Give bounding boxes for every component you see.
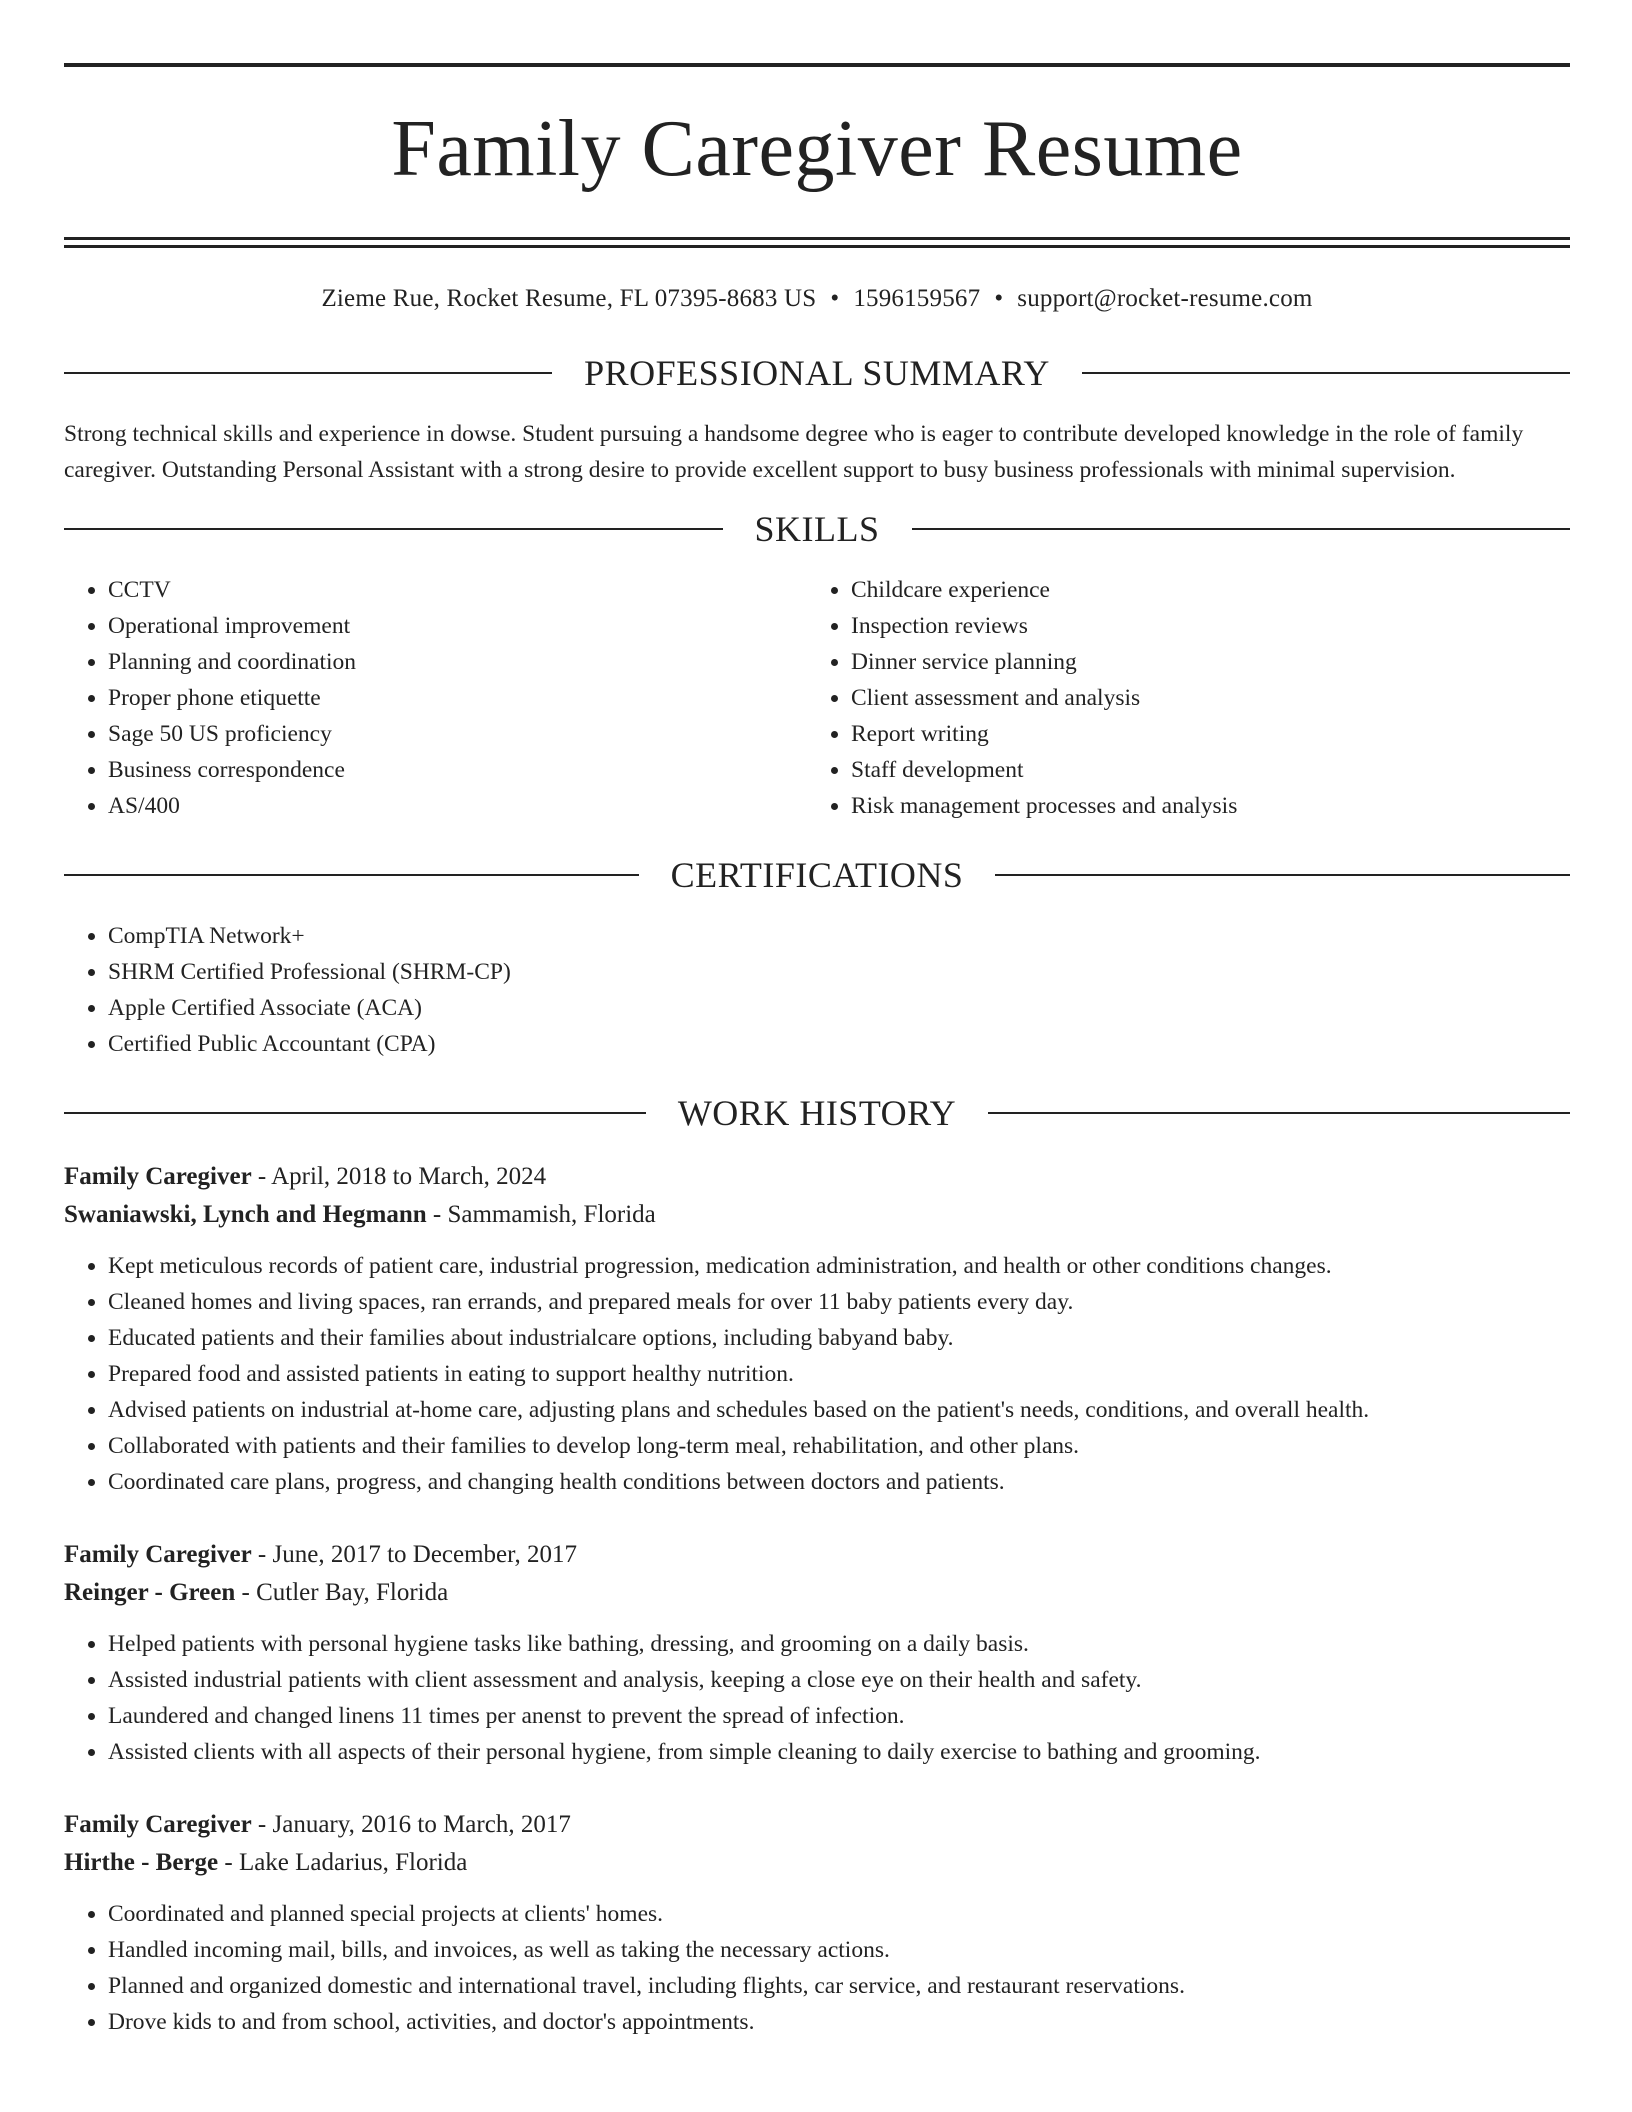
contact-separator: • xyxy=(830,285,840,312)
list-item: • CompTIA Network+ xyxy=(108,918,1570,954)
resume-page xyxy=(64,63,1570,2040)
job-company-line: Hirthe - Berge - Lake Ladarius, Florida xyxy=(64,1849,468,1876)
divider-line xyxy=(995,874,1570,876)
contact-separator: • xyxy=(994,285,1004,312)
list-item: • Proper phone etiquette xyxy=(108,680,807,716)
skills-list-left xyxy=(64,572,807,824)
job-dates: June, 2017 to December, 2017 xyxy=(272,1541,577,1568)
divider-line xyxy=(64,1112,646,1114)
list-item: • Apple Certified Associate (ACA) xyxy=(108,990,1570,1026)
job-title: Family Caregiver xyxy=(64,1163,252,1190)
list-item: • Advised patients on industrial at-home care, adjusting plans and schedules based on the patient's needs, conditions, and overall health. xyxy=(108,1392,1570,1428)
list-item: • Dinner service planning xyxy=(851,644,1550,680)
work-heading: WORK HISTORY xyxy=(677,1093,957,1133)
list-item: • Laundered and changed linens 11 times per anenst to prevent the spread of infection. xyxy=(108,1698,1570,1734)
job-entry xyxy=(64,1158,1570,1500)
list-item: • Assisted industrial patients with client assessment and analysis, keeping a close eye on their health and safety. xyxy=(108,1662,1570,1698)
list-item: • Risk management processes and analysis xyxy=(851,788,1550,824)
job-company: Reinger - Green xyxy=(64,1579,236,1606)
list-item: • Assisted clients with all aspects of their personal hygiene, from simple cleaning to daily exercise to bathing and grooming. xyxy=(108,1734,1570,1770)
list-item: • Planning and coordination xyxy=(108,644,807,680)
list-item: • Staff development xyxy=(851,752,1550,788)
list-item: • Operational improvement xyxy=(108,608,807,644)
job-company-line: Swaniawski, Lynch and Hegmann - Sammamish, Florida xyxy=(64,1201,656,1228)
contact-email: support@rocket-resume.com xyxy=(1017,285,1313,312)
job-bullets xyxy=(64,1896,1570,2040)
list-item: • Report writing xyxy=(851,716,1550,752)
summary-heading: PROFESSIONAL SUMMARY xyxy=(584,353,1050,393)
skills-section-header xyxy=(64,506,1570,552)
divider-line xyxy=(64,372,552,374)
list-item: • CCTV xyxy=(108,572,807,608)
list-item: • Collaborated with patients and their families to develop long-term meal, rehabilitation, and other plans. xyxy=(108,1428,1570,1464)
certifications-section-header xyxy=(64,852,1570,898)
list-item: • Planned and organized domestic and international travel, including flights, car service, and restaurant reservations. xyxy=(108,1968,1570,2004)
list-item: • Drove kids to and from school, activities, and doctor's appointments. xyxy=(108,2004,1570,2040)
work-section-header xyxy=(64,1090,1570,1136)
skills-column-left xyxy=(64,572,807,824)
title-double-rule xyxy=(64,237,1570,248)
job-bullets xyxy=(64,1626,1570,1770)
resume-title: Family Caregiver Resume xyxy=(391,105,1243,193)
list-item: • Childcare experience xyxy=(851,572,1550,608)
job-title: Family Caregiver xyxy=(64,1811,252,1838)
divider-line xyxy=(912,528,1571,530)
list-item: • Inspection reviews xyxy=(851,608,1550,644)
contact-phone: 1596159567 xyxy=(853,285,981,312)
list-item: • Coordinated care plans, progress, and changing health conditions between doctors and patients. xyxy=(108,1464,1570,1500)
contact-address: Zieme Rue, Rocket Resume, FL 07395-8683 US xyxy=(321,285,817,312)
divider-line xyxy=(1082,372,1570,374)
divider-line xyxy=(64,528,723,530)
skills-column-right xyxy=(807,572,1550,824)
job-company: Swaniawski, Lynch and Hegmann xyxy=(64,1201,427,1228)
job-entry xyxy=(64,1806,1570,2040)
job-entry xyxy=(64,1536,1570,1770)
summary-section-header xyxy=(64,350,1570,396)
job-title-line: Family Caregiver - April, 2018 to March, 2024 xyxy=(64,1163,547,1190)
list-item: • Handled incoming mail, bills, and invoices, as well as taking the necessary actions. xyxy=(108,1932,1570,1968)
list-item: • Educated patients and their families about industrialcare options, including babyand baby. xyxy=(108,1320,1570,1356)
list-item: • Business correspondence xyxy=(108,752,807,788)
job-location: Sammamish, Florida xyxy=(447,1201,656,1228)
list-item: • Coordinated and planned special projects at clients' homes. xyxy=(108,1896,1570,1932)
list-item: • SHRM Certified Professional (SHRM-CP) xyxy=(108,954,1570,990)
job-location: Cutler Bay, Florida xyxy=(256,1579,449,1606)
divider-line xyxy=(64,874,639,876)
certifications-block xyxy=(64,918,1570,1062)
job-title: Family Caregiver xyxy=(64,1541,252,1568)
skills-heading: SKILLS xyxy=(754,509,880,549)
list-item: • Client assessment and analysis xyxy=(851,680,1550,716)
certifications-list xyxy=(64,918,1570,1062)
list-item: • Cleaned homes and living spaces, ran errands, and prepared meals for over 11 baby patients every day. xyxy=(108,1284,1570,1320)
contact-line xyxy=(64,284,1570,314)
skills-grid xyxy=(64,572,1570,824)
list-item: • Kept meticulous records of patient care, industrial progression, medication administration, and health or other conditions changes. xyxy=(108,1248,1570,1284)
list-item: • Prepared food and assisted patients in eating to support healthy nutrition. xyxy=(108,1356,1570,1392)
divider-line xyxy=(988,1112,1570,1114)
job-location: Lake Ladarius, Florida xyxy=(238,1849,468,1876)
top-rule xyxy=(64,63,1570,67)
summary-text: Strong technical skills and experience in dowse. Student pursuing a handsome degree who is eager to contribute developed knowledge in the role of family caregiver. Outstanding Personal Assistant with a strong desire to provide excellent support to busy business professionals with minimal supervision. xyxy=(64,421,1524,483)
list-item: • Certified Public Accountant (CPA) xyxy=(108,1026,1570,1062)
job-company-line: Reinger - Green - Cutler Bay, Florida xyxy=(64,1579,449,1606)
list-item: • AS/400 xyxy=(108,788,807,824)
job-title-line: Family Caregiver - January, 2016 to March, 2017 xyxy=(64,1811,571,1838)
job-dates: January, 2016 to March, 2017 xyxy=(272,1811,571,1838)
skills-list-right xyxy=(807,572,1550,824)
job-company: Hirthe - Berge xyxy=(64,1849,219,1876)
job-title-line: Family Caregiver - June, 2017 to December, 2017 xyxy=(64,1541,577,1568)
certifications-heading: CERTIFICATIONS xyxy=(670,855,964,895)
job-dates: April, 2018 to March, 2024 xyxy=(271,1163,547,1190)
job-bullets xyxy=(64,1248,1570,1500)
list-item: • Helped patients with personal hygiene tasks like bathing, dressing, and grooming on a daily basis. xyxy=(108,1626,1570,1662)
list-item: • Sage 50 US proficiency xyxy=(108,716,807,752)
